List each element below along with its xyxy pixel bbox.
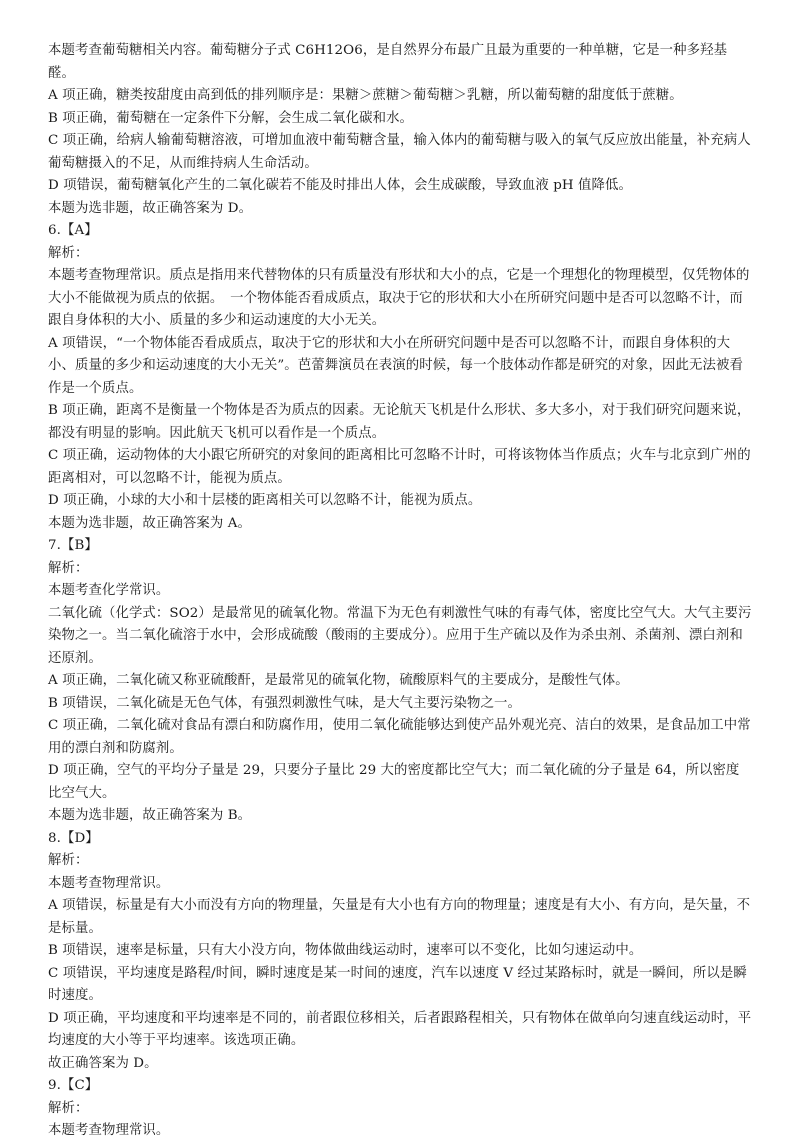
paragraph-option-c: C 项正确，二氧化硫对食品有漂白和防腐作用，使用二氧化硫能够达到使产品外观光亮、洁白的效果，是食品加工中常用的漂白剂和防腐剂。 <box>48 718 751 756</box>
question-number-7: 7.【B】 <box>48 538 98 553</box>
question-number-9: 9.【C】 <box>48 1078 99 1093</box>
paragraph-option-d: D 项正确，平均速度和平均速率是不同的，前者跟位移相关，后者跟路程相关，只有物体在做单向匀速直线运动时，平均速度的大小等于平均速率。该选项正确。 <box>48 1010 752 1048</box>
paragraph-option-b: B 项错误，二氧化硫是无色气体，有强烈刺激性气味，是大气主要污染物之一。 <box>48 695 521 711</box>
paragraph-glucose-intro: 本题考查葡萄糖相关内容。葡萄糖分子式 C6H12O6，是自然界分布最广且最为重要的一种单糖，它是一种多羟基醛。 <box>48 43 728 81</box>
analysis-heading: 解析： <box>48 1100 89 1116</box>
paragraph-option-a: A 项正确，糖类按甜度由高到低的排列顺序是：果糖＞蔗糖＞葡萄糖＞乳糖，所以葡萄糖的甜度低于蔗糖。 <box>48 88 683 103</box>
answer-line: 本题为选非题，故正确答案为 D。 <box>48 200 253 216</box>
topic-line: 本题考查物理常识。 <box>48 1123 170 1138</box>
paragraph-option-a: A 项错误，标量是有大小而没有方向的物理量，矢量是有大小也有方向的物理量；速度是有大小、有方向，是矢量，不是标量。 <box>48 898 751 936</box>
paragraph-option-d: D 项正确，小球的大小和十层楼的距离相关可以忽略不计，能视为质点。 <box>48 493 482 508</box>
paragraph-option-c: C 项错误，平均速度是路程/时间，瞬时速度是某一时间的速度，汽车以速度 V 经过某路标时，就是一瞬间，所以是瞬时速度。 <box>48 965 747 1003</box>
question-number-8: 8.【D】 <box>48 830 99 846</box>
paragraph-option-c: C 项正确，给病人输葡萄糖溶液，可增加血液中葡萄糖含量，输入体内的葡萄糖与吸入的氧气反应放出能量，补充病人葡萄糖摄入的不足，从而维持病人生命活动。 <box>48 133 751 171</box>
answer-line: 本题为选非题，故正确答案为 A。 <box>48 515 251 531</box>
topic-line: 本题考查物理常识。 <box>48 875 170 891</box>
topic-line: 本题考查化学常识。 <box>48 583 170 598</box>
paragraph-option-b: B 项正确，葡萄糖在一定条件下分解，会生成二氧化碳和水。 <box>48 110 414 126</box>
paragraph-option-c: C 项正确，运动物体的大小跟它所研究的对象间的距离相比可忽略不计时，可将该物体当作质点；火车与北京到广州的距离相对，可以忽略不计，能视为质点。 <box>48 448 751 486</box>
paragraph-option-d: D 项正确，空气的平均分子量是 29，只要分子量比 29 大的密度都比空气大；而二氧化硫的分子量是 64，所以密度比空气大。 <box>48 763 740 801</box>
answer-line: 故正确答案为 D。 <box>48 1055 158 1071</box>
answer-line: 本题为选非题，故正确答案为 B。 <box>48 808 252 823</box>
paragraph-option-a: A 项正确，二氧化硫又称亚硫酸酐，是最常见的硫氧化物，硫酸原料气的主要成分，是酸性气体。 <box>48 673 629 688</box>
analysis-heading: 解析： <box>48 245 89 261</box>
question-number-6: 6.【A】 <box>48 223 98 238</box>
paragraph-option-b: B 项错误，速率是标量，只有大小没方向，物体做曲线运动时，速率可以不变化，比如匀速运动中。 <box>48 943 643 958</box>
paragraph-so2-intro: 二氧化硫（化学式：SO2）是最常见的硫氧化物。常温下为无色有刺激性气味的有毒气体，密度比空气大。大气主要污染物之一。当二氧化硫溶于水中，会形成硫酸（酸雨的主要成分）。应用于生产硫以及作为杀虫剂、杀菌剂、漂白剂和还原剂。 <box>48 605 752 666</box>
analysis-heading: 解析： <box>48 560 89 576</box>
paragraph-particle-intro: 本题考查物理常识。质点是指用来代替物体的只有质量没有形状和大小的点，它是一个理想化的物理模型，仅凭物体的大小不能做视为质点的依据。 一个物体能否看成质点，取决于它的形状和大小在所研究问题中是否可以忽略不计，而跟自身体积的大小、质量的多少和运动速度的大小无关。 <box>48 268 750 328</box>
paragraph-option-b: B 项正确，距离不是衡量一个物体是否为质点的因素。无论航天飞机是什么形状、多大多小，对于我们研究问题来说，都没有明显的影响。因此航天飞机可以看作是一个质点。 <box>48 403 751 441</box>
analysis-heading: 解析： <box>48 853 89 868</box>
paragraph-option-a: A 项错误，“一个物体能否看成质点，取决于它的形状和大小在所研究问题中是否可以忽略不计，而跟自身体积的大小、质量的多少和运动速度的大小无关”。芭蕾舞演员在表演的时候，每一个肢体动作都是研究的对象，因此无法被看作是一个质点。 <box>48 335 743 396</box>
paragraph-option-d: D 项错误，葡萄糖氧化产生的二氧化碳若不能及时排出人体，会生成碳酸，导致血液 pH 值降低。 <box>48 178 632 193</box>
